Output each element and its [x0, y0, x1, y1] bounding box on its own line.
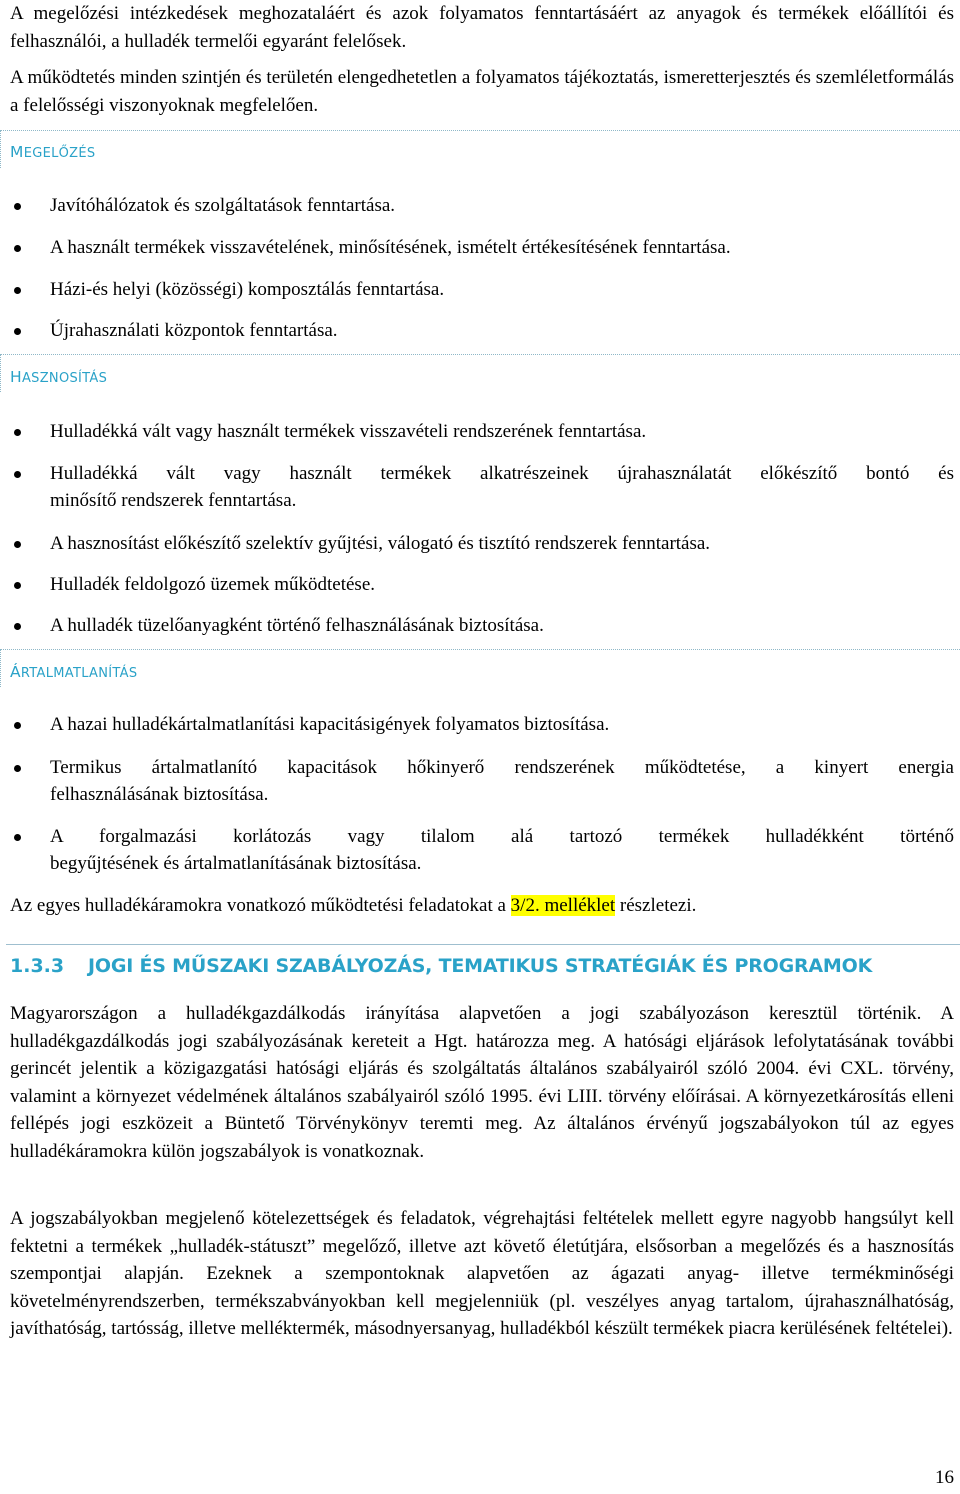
section-title-rest: EGELŐZÉS [23, 146, 96, 161]
bullet-icon [14, 328, 21, 335]
annex-link[interactable]: 3/2. melléklet [510, 895, 616, 916]
bullet-icon [14, 287, 21, 294]
list-item-text: A forgalmazási korlátozás vagy tilalom alá tartozó termékek hulladékként történő [50, 826, 954, 847]
section-title-rest: RTALMATLANÍTÁS [20, 666, 138, 681]
section-title-initial: Á [10, 663, 21, 681]
bullet-icon [14, 429, 21, 436]
list-item-text: Újrahasználati központok fenntartása. [50, 320, 338, 341]
annex-text-before: Az egyes hulladékáramokra vonatkozó működtetési feladatokat a [10, 895, 511, 916]
list-item-text: Javítóhálózatok és szolgáltatások fenntartása. [50, 195, 396, 216]
section-title-megelozes [10, 142, 95, 164]
bullet-icon [14, 765, 21, 772]
list-item-text: Hulladék feldolgozó üzemek működtetése. [50, 574, 376, 595]
bullet-icon [14, 541, 21, 548]
list-item-text: A hulladék tüzelőanyagként történő felhasználásának biztosítása. [50, 615, 544, 636]
chapter-heading-rule [6, 944, 960, 945]
list-item-text: A használt termékek visszavételének, minősítésének, ismételt értékesítésének fenntartása. [50, 237, 731, 258]
section-divider-vertical [0, 354, 1, 392]
section-title-initial: M [10, 143, 24, 161]
list-item-text: Hulladékká vált vagy használt termékek alkatrészeinek újrahasználatát előkészítő bontó és [50, 463, 954, 484]
list-item-text: A hazai hulladékártalmatlanítási kapacitásigények folyamatos biztosítása. [50, 714, 610, 735]
bullet-icon [14, 203, 21, 210]
list-item-text: begyűjtésének és ártalmatlanításának biztosítása. [50, 853, 422, 874]
section-title-artalmatlanitas [10, 662, 137, 684]
bullet-icon [14, 834, 21, 841]
section-title-hasznositas [10, 367, 107, 389]
bullet-icon [14, 582, 21, 589]
chapter-title: JOGI ÉS MŰSZAKI SZABÁLYOZÁS, TEMATIKUS STRATÉGIÁK ÉS PROGRAMOK [88, 955, 873, 977]
chapter-number: 1.3.3 [10, 955, 65, 977]
section-divider [0, 649, 960, 650]
list-item-text: A hasznosítást előkészítő szelektív gyűjtési, válogató és tisztító rendszerek fenntartása. [50, 533, 711, 554]
intro-paragraph-1: A megelőzési intézkedések meghozataláért és azok folyamatos fenntartásáért az anyagok és termékek előállítói és felhasználói, a hulladék termelői egyaránt felelősek. [10, 3, 954, 52]
list-item-text: Házi-és helyi (közösségi) komposztálás fenntartása. [50, 279, 445, 300]
list-item-text: minősítő rendszerek fenntartása. [50, 490, 297, 511]
bullet-icon [14, 623, 21, 630]
bullet-icon [14, 722, 21, 729]
intro-paragraph-2: A működtetés minden szintjén és területén elengedhetetlen a folyamatos tájékoztatás, ismeretterjesztés és szemléletformálás a felelősségi viszonyoknak megfelelően. [10, 67, 954, 116]
annex-sentence [10, 892, 954, 920]
bullet-icon [14, 471, 21, 478]
list-item-text: Termikus ártalmatlanító kapacitások hőkinyerő rendszerének működtetése, a kinyert energia [50, 757, 954, 778]
page-number: 16 [935, 1467, 954, 1488]
body-paragraph-2: A jogszabályokban megjelenő kötelezettségek és feladatok, végrehajtási feltételek mellett egyre nagyobb hangsúlyt kell fektetni a termékek „hulladék-státuszt” megelőző, illetve azt követő életútjára, elsősorban a megelőzés és a hasznosítás szempontjai alapján. Ezeknek a szempontoknak alapvetően az ágazati anyag- illetve termékminőségi követelményrendszerben, termékszabványokban kell megjelenniük (pl. veszélyes anyag tartalom, újrahasználhatóság, javíthatóság, tartósság, illetve melléktermék, másodnyersanyag, hulladékból készült termékek piacra kerülésének feltételei). [10, 1208, 954, 1339]
section-divider [0, 130, 960, 131]
section-divider [0, 354, 960, 355]
list-item-text: Hulladékká vált vagy használt termékek visszavételi rendszerének fenntartása. [50, 421, 647, 442]
section-divider-vertical [0, 130, 1, 168]
annex-text-after: részletezi. [615, 895, 697, 916]
section-divider-vertical [0, 649, 1, 687]
bullet-icon [14, 245, 21, 252]
body-paragraph-1: Magyarországon a hulladékgazdálkodás irányítása alapvetően a jogi szabályozáson keresztül történik. A hulladékgazdálkodás jogi szabályozásának kereteit a Hgt. határozza meg. A hatósági eljárások lefolytatásának további gerincét jelentik a közigazgatási hatósági eljárás és szolgáltatás általános szabályairól szóló 2004. évi CXL. törvény, valamint a környezet védelmének általános szabályairól szóló 1995. évi LIII. törvény előírásai. A környezetkárosítás elleni fellépés jogi eszközeit a Büntető Törvénykönyv teremti meg. Az általános érvényű jogszabályokon túl az egyes hulladékáramokra külön jogszabályok is vonatkoznak. [10, 1003, 954, 1162]
list-item-text: felhasználásának biztosítása. [50, 784, 269, 805]
chapter-heading [6, 944, 960, 986]
section-title-initial: H [10, 368, 22, 386]
section-title-rest: ASZNOSÍTÁS [21, 371, 108, 386]
